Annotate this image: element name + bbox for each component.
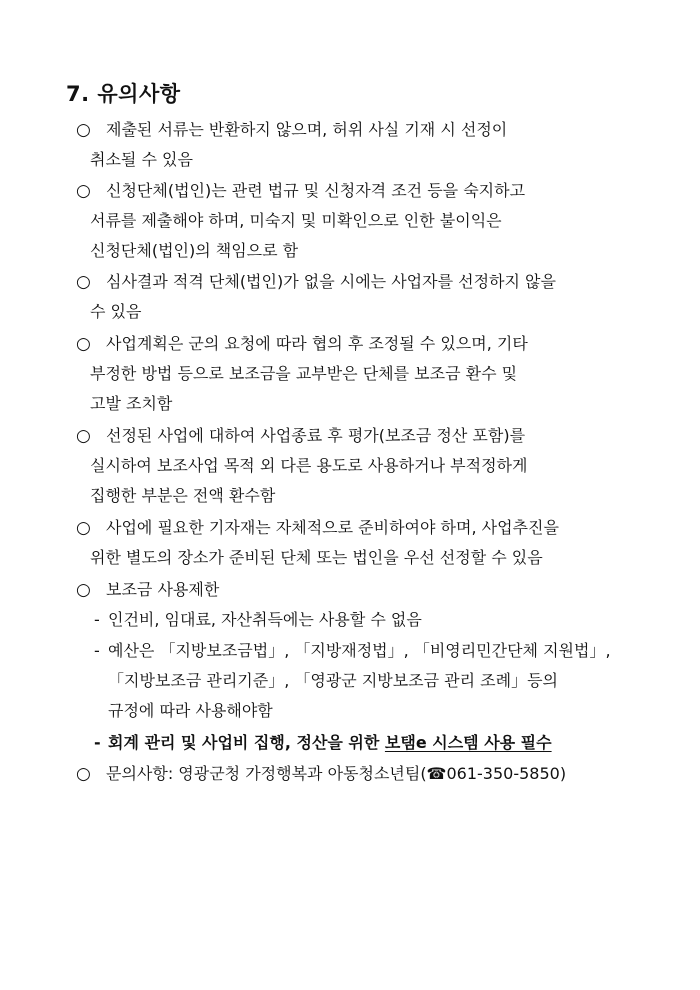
section-title: 7. 유의사항 <box>66 82 181 106</box>
sub-item-3-line-1 <box>108 733 552 753</box>
emphasis-text: 회계 관리 및 사업비 집행, 정산을 위한 <box>108 733 385 752</box>
emphasis-underlined-text: 보탬e 시스템 사용 필수 <box>384 733 552 752</box>
notice-item-4-line-2: 부정한 방법 등으로 보조금을 교부받은 단체를 보조금 환수 및 <box>90 364 518 383</box>
bullet-circle-icon: ○ <box>76 580 91 600</box>
notice-item-2-line-1: 신청단체(법인)는 관련 법규 및 신청자격 조건 등을 숙지하고 <box>106 181 526 200</box>
notice-item-4-line-1: 사업계획은 군의 요청에 따라 협의 후 조정될 수 있으며, 기타 <box>106 334 528 353</box>
bullet-circle-icon: ○ <box>76 120 91 140</box>
bullet-circle-icon: ○ <box>76 334 91 354</box>
notice-item-3-line-1: 심사결과 적격 단체(법인)가 없을 시에는 사업자를 선정하지 않을 <box>106 272 556 291</box>
sub-item-2-line-3: 규정에 따라 사용해야함 <box>108 701 273 720</box>
notice-item-1-line-2: 취소될 수 있음 <box>90 150 193 169</box>
bullet-circle-icon: ○ <box>76 272 91 292</box>
notice-item-6-line-1: 사업에 필요한 기자재는 자체적으로 준비하여야 하며, 사업추진을 <box>106 518 559 537</box>
notice-item-1-line-1: 제출된 서류는 반환하지 않으며, 허위 사실 기재 시 선정이 <box>106 120 508 139</box>
notice-item-4-line-3: 고발 조치함 <box>90 394 173 413</box>
sub-item-2-line-1: 예산은 「지방보조금법」, 「지방재정법」, 「비영리민간단체 지원법」, <box>108 641 611 660</box>
dash-bullet: - <box>94 733 101 752</box>
notice-item-3-line-2: 수 있음 <box>90 302 142 321</box>
notice-item-5-line-1: 선정된 사업에 대하여 사업종료 후 평가(보조금 정산 포함)를 <box>106 426 526 445</box>
dash-bullet: - <box>94 641 100 660</box>
notice-item-5-line-3: 집행한 부분은 전액 환수함 <box>90 486 276 505</box>
sub-item-1-line-1: 인건비, 임대료, 자산취득에는 사용할 수 없음 <box>108 610 422 629</box>
notice-item-7-line-1: 보조금 사용제한 <box>106 580 220 599</box>
notice-item-2-line-3: 신청단체(법인)의 책임으로 함 <box>90 241 299 260</box>
notice-item-2-line-2: 서류를 제출해야 하며, 미숙지 및 미확인으로 인한 불이익은 <box>90 211 502 230</box>
sub-item-2-line-2: 「지방보조금 관리기준」, 「영광군 지방보조금 관리 조례」등의 <box>108 671 559 690</box>
bullet-circle-icon: ○ <box>76 181 91 201</box>
notice-item-6-line-2: 위한 별도의 장소가 준비된 단체 또는 법인을 우선 선정할 수 있음 <box>90 548 543 567</box>
notice-item-5-line-2: 실시하여 보조사업 목적 외 다른 용도로 사용하거나 부적정하게 <box>90 456 528 475</box>
bullet-circle-icon: ○ <box>76 764 91 784</box>
bullet-circle-icon: ○ <box>76 426 91 446</box>
contact-line: 문의사항: 영광군청 가정행복과 아동청소년팀(☎061-350-5850) <box>106 764 567 783</box>
dash-bullet: - <box>94 610 100 629</box>
bullet-circle-icon: ○ <box>76 518 91 538</box>
